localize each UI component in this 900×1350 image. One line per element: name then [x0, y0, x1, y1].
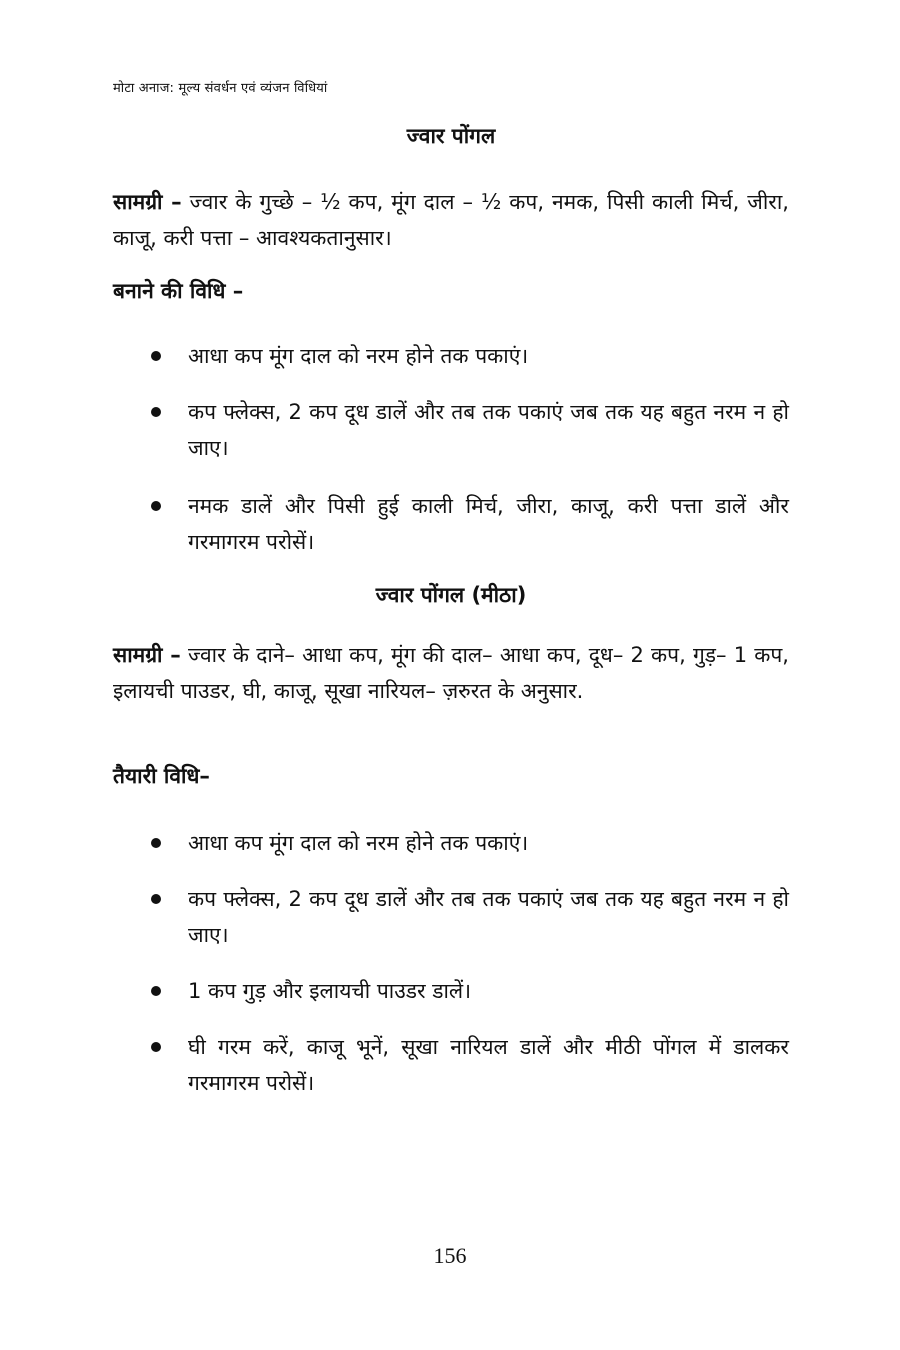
list-item: नमक डालें और पिसी हुई काली मिर्च, जीरा, काजू, करी पत्ता डालें और गरमागरम परोसें।: [113, 488, 789, 560]
bullet-icon: [151, 1042, 161, 1052]
recipe-1-ingredients: [113, 184, 789, 256]
list-item: घी गरम करें, काजू भूनें, सूखा नारियल डालें और मीठी पोंगल में डालकर गरमागरम परोसें।: [113, 1029, 789, 1101]
list-item: आधा कप मूंग दाल को नरम होने तक पकाएं।: [113, 825, 789, 861]
recipe-2-step-list: [113, 825, 789, 1101]
bullet-icon: [151, 407, 161, 417]
recipe-1-ingredients-label: सामग्री –: [113, 190, 182, 214]
bullet-icon: [151, 501, 161, 511]
bullet-icon: [151, 986, 161, 996]
recipe-2-ingredients-paragraph: [113, 637, 789, 709]
list-item: कप फ्लेक्स, 2 कप दूध डालें और तब तक पकाएं जब तक यह बहुत नरम न हो जाए।: [113, 394, 789, 466]
list-item: आधा कप मूंग दाल को नरम होने तक पकाएं।: [113, 338, 789, 374]
recipe-1-method-heading: बनाने की विधि –: [113, 279, 244, 303]
recipe-2-title: ज्वार पोंगल (मीठा): [375, 583, 527, 607]
recipe-2-title-block: [113, 581, 789, 609]
recipe-1-title-block: [113, 122, 789, 150]
recipe-1-title: ज्वार पोंगल: [406, 124, 496, 148]
recipe-1-ingredients-text: ज्वार के गुच्छे – ½ कप, मूंग दाल – ½ कप, नमक, पिसी काली मिर्च, जीरा, काजू, करी पत्ता – आवश्यकतानुसार।: [113, 190, 789, 250]
recipe-1-ingredients-paragraph: [113, 184, 789, 256]
recipe-1-method-heading-block: [113, 277, 789, 305]
recipe-2-ingredients: [113, 637, 789, 709]
recipe-2-ingredients-text: ज्वार के दाने– आधा कप, मूंग की दाल– आधा कप, दूध– 2 कप, गुड़– 1 कप, इलायची पाउडर, घी, काजू, सूखा नारियल– ज़रुरत के अनुसार.: [113, 643, 789, 703]
recipe-1-steps: [113, 338, 789, 560]
bullet-icon: [151, 894, 161, 904]
bullet-icon: [151, 351, 161, 361]
bullet-icon: [151, 838, 161, 848]
recipe-1-step-list: [113, 338, 789, 560]
list-item: 1 कप गुड़ और इलायची पाउडर डालें।: [113, 973, 789, 1009]
recipe-2-steps: [113, 825, 789, 1101]
recipe-2-method-heading-block: [113, 762, 789, 790]
running-header: मोटा अनाज: मूल्य संवर्धन एवं व्यंजन विधियां: [113, 81, 328, 96]
page-number: 156: [433, 1243, 467, 1268]
recipe-2-method-heading: तैयारी विधि–: [113, 764, 210, 788]
recipe-2-ingredients-label: सामग्री –: [113, 643, 181, 667]
list-item: कप फ्लेक्स, 2 कप दूध डालें और तब तक पकाएं जब तक यह बहुत नरम न हो जाए।: [113, 881, 789, 953]
